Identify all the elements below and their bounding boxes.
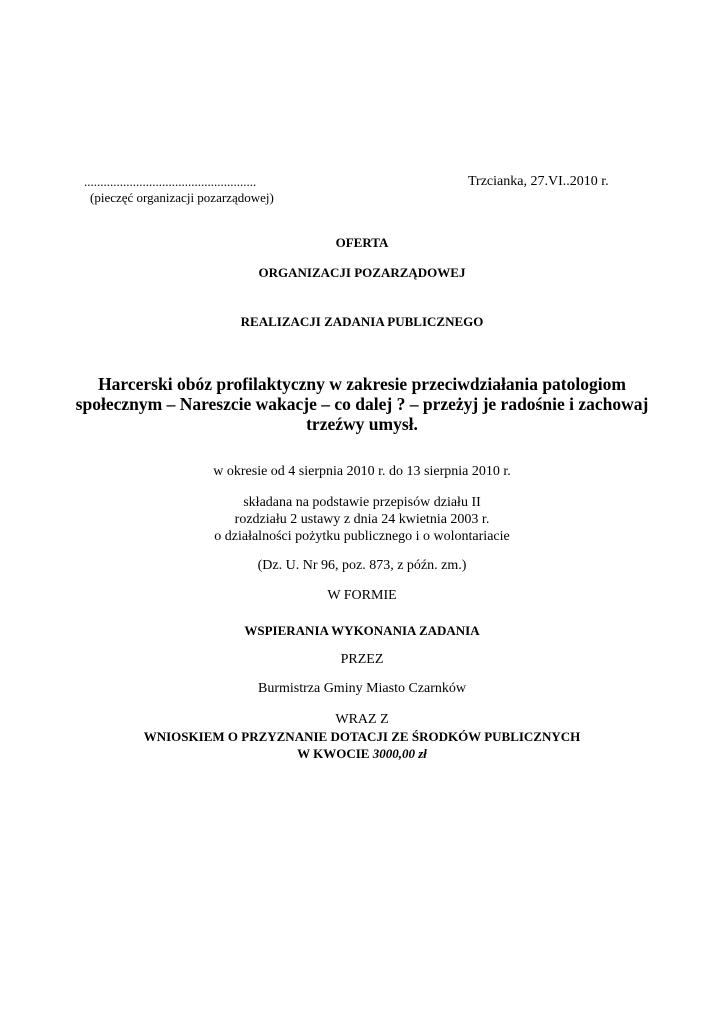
amount-prefix: W KWOCIE	[297, 746, 373, 761]
with-label: WRAZ Z	[335, 712, 389, 727]
legal-basis-line-1: składana na podstawie przepisów działu II	[243, 495, 481, 510]
via-label: PRZEZ	[340, 652, 384, 667]
legal-basis	[0, 494, 724, 545]
stamp-dots: .....................................................	[84, 174, 257, 189]
place-date: Trzcianka, 27.VI..2010 r.	[468, 174, 609, 189]
application-amount	[0, 746, 724, 762]
legal-basis-line-3: o działalności pożytku publicznego i o wolontariacie	[214, 529, 510, 544]
heading-organization: ORGANIZACJI POZARZĄDOWEJ	[258, 265, 466, 280]
journal-reference: (Dz. U. Nr 96, poz. 873, z późn. zm.)	[257, 558, 467, 573]
form-value: WSPIERANIA WYKONANIA ZADANIA	[244, 623, 480, 638]
heading-offer: OFERTA	[335, 235, 389, 250]
recipient: Burmistrza Gminy Miasto Czarnków	[257, 681, 467, 696]
task-title-line-2: społecznym – Nareszcie wakacje – co dalej ? – przeżyj je radośnie i zachowaj	[75, 394, 649, 414]
stamp-caption: (pieczęć organizacji pozarządowej)	[90, 190, 274, 205]
form-label: W FORMIE	[327, 588, 397, 603]
heading-task: REALIZACJI ZADANIA PUBLICZNEGO	[240, 314, 484, 329]
application-line: WNIOSKIEM O PRZYZNANIE DOTACJI ZE ŚRODKÓW PUBLICZNYCH	[143, 729, 581, 744]
legal-basis-line-2: rozdziału 2 ustawy z dnia 24 kwietnia 2003 r.	[234, 512, 490, 527]
task-title	[60, 374, 664, 434]
amount-value: 3000,00 zł	[372, 746, 427, 761]
task-title-line-1: Harcerski obóz profilaktyczny w zakresie przeciwdziałania patologiom	[98, 374, 626, 394]
period: w okresie od 4 sierpnia 2010 r. do 13 sierpnia 2010 r.	[213, 464, 511, 479]
task-title-line-3: trzeźwy umysł.	[306, 414, 418, 434]
